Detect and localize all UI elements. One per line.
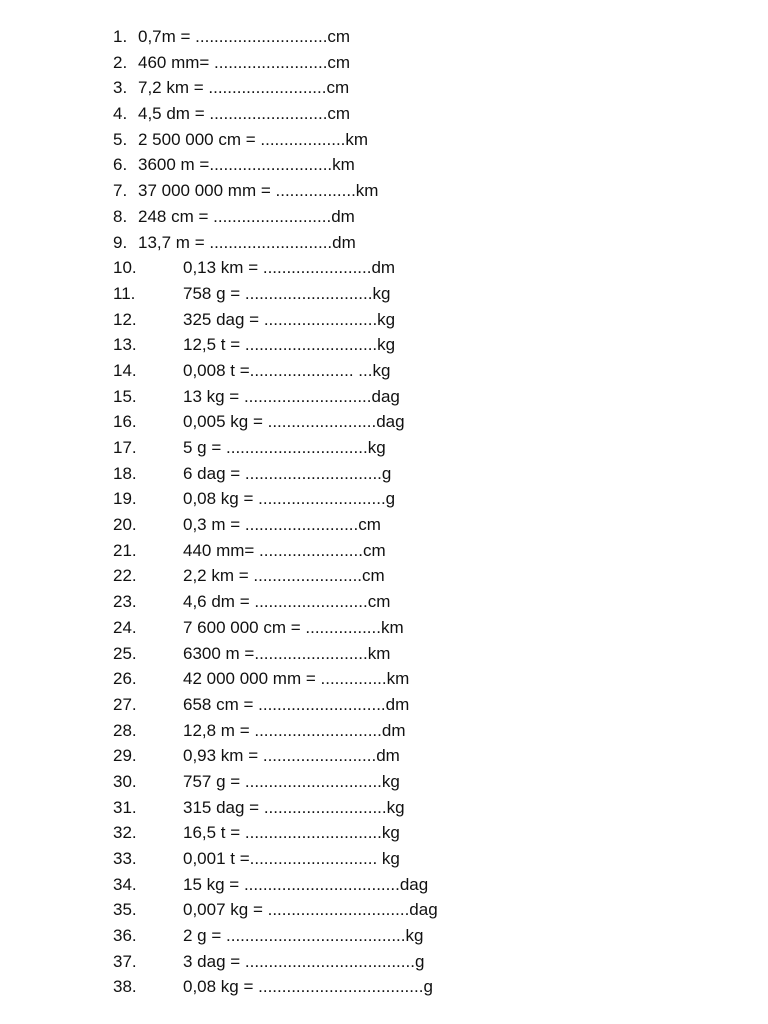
- exercise-number: 21.: [113, 540, 137, 560]
- exercise-text: 12,5 t = ............................kg: [183, 335, 396, 355]
- exercise-number: 29.: [113, 746, 137, 766]
- exercise-number: 15.: [113, 386, 137, 406]
- exercise-number: 36.: [113, 926, 137, 946]
- exercise-item: [0, 152, 768, 178]
- exercise-text: 2 g = ......................................kg: [183, 926, 424, 946]
- exercise-text: 325 dag = ........................kg: [183, 309, 396, 329]
- exercise-number: 8.: [113, 206, 128, 226]
- exercise-item: [0, 409, 768, 435]
- exercise-item: [0, 718, 768, 744]
- exercise-number: 31.: [113, 797, 137, 817]
- exercise-item: [0, 743, 768, 769]
- exercise-number: 1.: [113, 27, 128, 46]
- exercise-item: [0, 178, 768, 204]
- exercise-number: 3.: [113, 78, 128, 98]
- exercise-item: [0, 795, 768, 821]
- exercise-item: [0, 281, 768, 307]
- exercise-item: [0, 872, 768, 898]
- exercise-item: [0, 641, 768, 667]
- worksheet: [0, 24, 768, 1000]
- exercise-number: 32.: [113, 823, 137, 843]
- exercise-number: 37.: [113, 951, 137, 971]
- exercise-number: 6.: [113, 155, 128, 175]
- exercise-item: [0, 974, 768, 1000]
- exercise-text: 3 dag = ....................................g: [183, 951, 425, 971]
- exercise-item: [0, 230, 768, 256]
- exercise-text: 13,7 m = ..........................dm: [138, 232, 356, 252]
- exercise-text: 6300 m =........................km: [183, 643, 391, 663]
- exercise-item: [0, 358, 768, 384]
- exercise-number: 13.: [113, 335, 137, 355]
- exercise-text: 440 mm= ......................cm: [183, 540, 386, 560]
- exercise-item: [0, 101, 768, 127]
- exercise-number: 12.: [113, 309, 137, 329]
- exercise-text: 248 cm = .........................dm: [138, 206, 355, 226]
- exercise-text: 13 kg = ...........................dag: [183, 386, 400, 406]
- exercise-item: [0, 50, 768, 76]
- exercise-text: 460 mm= ........................cm: [138, 52, 351, 72]
- exercise-text: 0,001 t =........................... kg: [183, 849, 400, 868]
- exercise-number: 11.: [113, 283, 136, 303]
- exercise-number: 7.: [113, 181, 128, 201]
- exercise-number: 9.: [113, 232, 128, 252]
- exercise-text: 7 600 000 cm = ................km: [183, 617, 404, 637]
- exercise-item: [0, 589, 768, 615]
- exercise-text: 3600 m =..........................km: [138, 155, 355, 175]
- exercise-number: 26.: [113, 669, 137, 689]
- exercise-text: 0,13 km = .......................dm: [183, 258, 396, 278]
- exercise-text: 4,5 dm = .........................cm: [138, 104, 351, 124]
- exercise-item: [0, 563, 768, 589]
- exercise-number: 34.: [113, 874, 137, 894]
- exercise-number: 2.: [113, 52, 128, 72]
- exercise-item: [0, 435, 768, 461]
- exercise-text: 15 kg = .................................dag: [183, 874, 429, 894]
- exercise-item: [0, 923, 768, 949]
- exercise-item: [0, 204, 768, 230]
- exercise-text: 2 500 000 cm = ..................km: [138, 129, 369, 149]
- exercise-text: 42 000 000 mm = ..............km: [183, 669, 410, 689]
- exercise-item: [0, 820, 768, 846]
- exercise-item: [0, 461, 768, 487]
- exercise-text: 757 g = .............................kg: [183, 771, 400, 791]
- exercise-number: 28.: [113, 720, 137, 740]
- exercise-text: 6 dag = .............................g: [183, 463, 392, 483]
- exercise-number: 25.: [113, 643, 137, 663]
- exercise-number: 5.: [113, 129, 128, 149]
- exercise-number: 33.: [113, 849, 137, 868]
- exercise-text: 0,007 kg = ..............................dag: [183, 900, 438, 920]
- exercise-text: 12,8 m = ...........................dm: [183, 720, 406, 740]
- exercise-item: [0, 538, 768, 564]
- exercise-item: [0, 666, 768, 692]
- exercise-number: 24.: [113, 617, 137, 637]
- exercise-item: [0, 692, 768, 718]
- exercise-text: 0,005 kg = .......................dag: [183, 412, 405, 432]
- exercise-item: [0, 75, 768, 101]
- exercise-number: 16.: [113, 412, 137, 432]
- exercise-number: 19.: [113, 489, 137, 509]
- exercise-number: 38.: [113, 977, 137, 997]
- exercise-text: 0,008 t =...................... ...kg: [183, 360, 391, 380]
- exercise-item: [0, 127, 768, 153]
- exercise-text: 16,5 t = .............................kg: [183, 823, 400, 843]
- exercise-number: 27.: [113, 694, 137, 714]
- exercise-text: 658 cm = ...........................dm: [183, 694, 410, 714]
- exercise-text: 315 dag = ..........................kg: [183, 797, 405, 817]
- exercise-item: [0, 307, 768, 333]
- exercise-text: 7,2 km = .........................cm: [138, 78, 350, 98]
- exercise-number: 22.: [113, 566, 137, 586]
- exercise-text: 4,6 dm = ........................cm: [183, 592, 391, 612]
- exercise-number: 17.: [113, 438, 137, 457]
- exercise-number: 35.: [113, 900, 137, 920]
- exercise-text: 758 g = ...........................kg: [183, 283, 391, 303]
- exercise-item: [0, 332, 768, 358]
- exercise-item: [0, 769, 768, 795]
- exercise-item: [0, 615, 768, 641]
- exercise-item: [0, 949, 768, 975]
- exercise-number: 10.: [113, 258, 137, 278]
- exercise-item: [0, 255, 768, 281]
- exercise-text: 37 000 000 mm = .................km: [138, 181, 379, 201]
- exercise-item: [0, 384, 768, 410]
- exercise-item: [0, 846, 768, 872]
- exercise-item: [0, 24, 768, 50]
- exercise-number: 20.: [113, 515, 137, 535]
- exercise-number: 14.: [113, 360, 137, 380]
- exercise-text: 0,3 m = ........................cm: [183, 515, 381, 535]
- exercise-text: 0,93 km = ........................dm: [183, 746, 400, 766]
- exercise-number: 18.: [113, 463, 137, 483]
- exercise-item: [0, 512, 768, 538]
- exercise-number: 4.: [113, 104, 128, 124]
- exercise-text: 2,2 km = .......................cm: [183, 566, 385, 586]
- exercise-item: [0, 486, 768, 512]
- exercise-item: [0, 897, 768, 923]
- exercise-number: 30.: [113, 771, 137, 791]
- exercise-number: 23.: [113, 592, 137, 612]
- exercise-text: 0,08 kg = ...................................g: [183, 977, 433, 997]
- exercise-text: 0,08 kg = ...........................g: [183, 489, 396, 509]
- exercise-list: [0, 24, 768, 1000]
- exercise-text: 0,7m = ............................cm: [138, 27, 351, 46]
- exercise-text: 5 g = ..............................kg: [183, 438, 386, 457]
